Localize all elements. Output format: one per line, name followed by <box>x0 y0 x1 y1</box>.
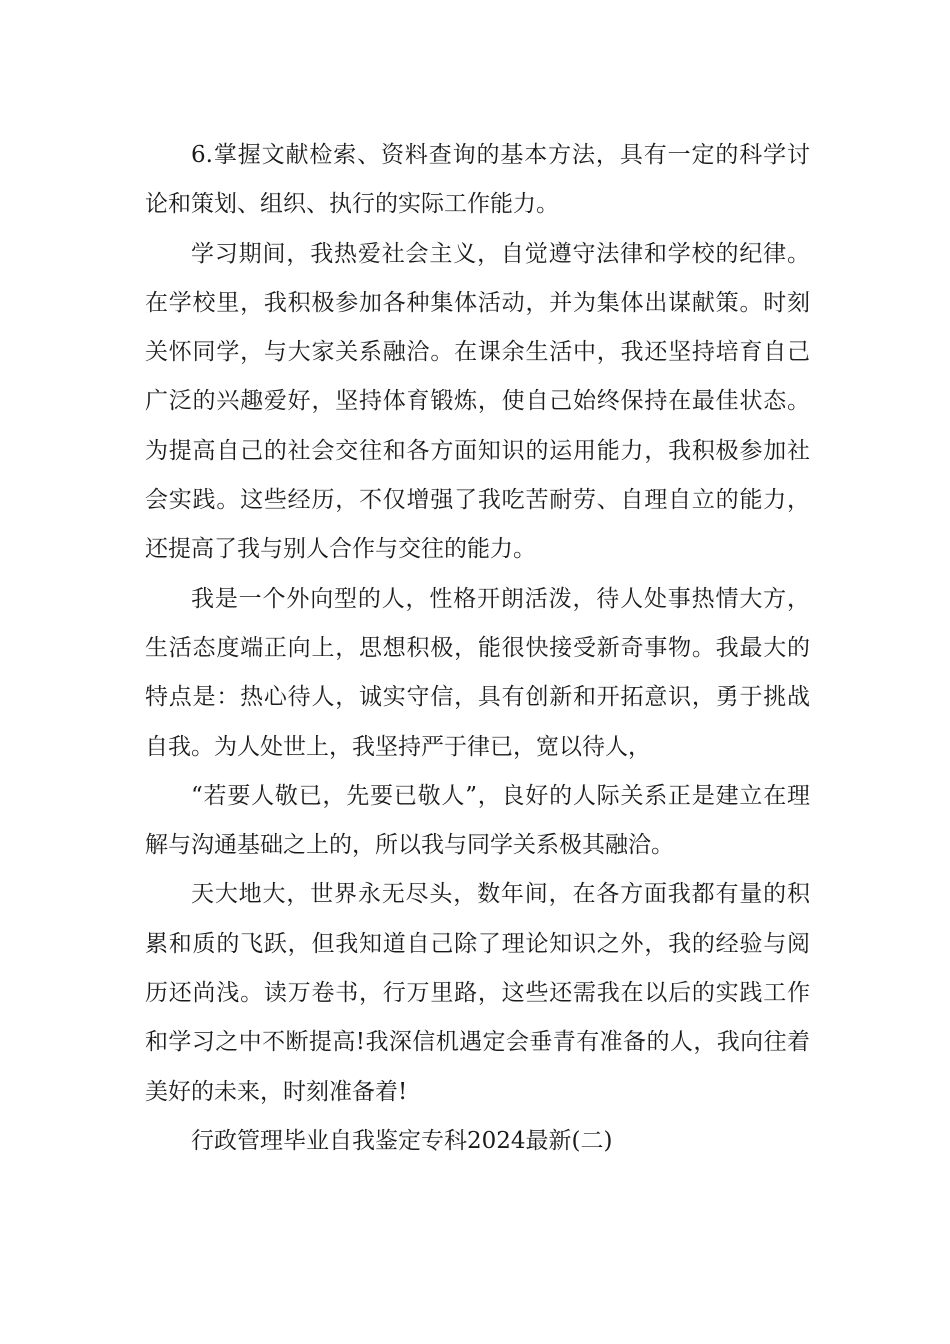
document-body <box>145 131 810 1166</box>
paragraph-future: 天大地大，世界永无尽头，数年间，在各方面我都有量的积累和质的飞跃，但我知道自己除了理论知识之外，我的经验与阅历还尚浅。读万卷书，行万里路，这些还需我在以后的实践工作和学习之中不断提高!我深信机遇定会垂青有准备的人，我向往着美好的未来，时刻准备着! <box>145 881 810 1105</box>
paragraph-skills: 6.掌握文献检索、资料查询的基本方法，具有一定的科学讨论和策划、组织、执行的实际工作能力。 <box>145 142 810 218</box>
section-heading: 行政管理毕业自我鉴定专科2024最新(二) <box>191 1127 613 1154</box>
paragraph-personality: 我是一个外向型的人，性格开朗活泼，待人处事热情大方，生活态度端正向上，思想积极，能很快接受新奇事物。我最大的特点是：热心待人，诚实守信，具有创新和开拓意识，勇于挑战自我。为人处世上，我坚持严于律已，宽以待人， <box>145 585 810 760</box>
paragraph-quote: “若要人敬已，先要已敬人”，良好的人际关系正是建立在理解与沟通基础之上的，所以我与同学关系极其融洽。 <box>145 782 810 859</box>
paragraph-study-period: 学习期间，我热爱社会主义，自觉遵守法律和学校的纪律。在学校里，我积极参加各种集体活动，并为集体出谋献策。时刻关怀同学，与大家关系融洽。在课余生活中，我还坚持培育自己广泛的兴趣爱好，坚持体育锻炼，使自己始终保持在最佳状态。为提高自己的社会交往和各方面知识的运用能力，我积极参加社会实践。这些经历，不仅增强了我吃苦耐劳、自理自立的能力，还提高了我与别人合作与交往的能力。 <box>145 240 810 563</box>
